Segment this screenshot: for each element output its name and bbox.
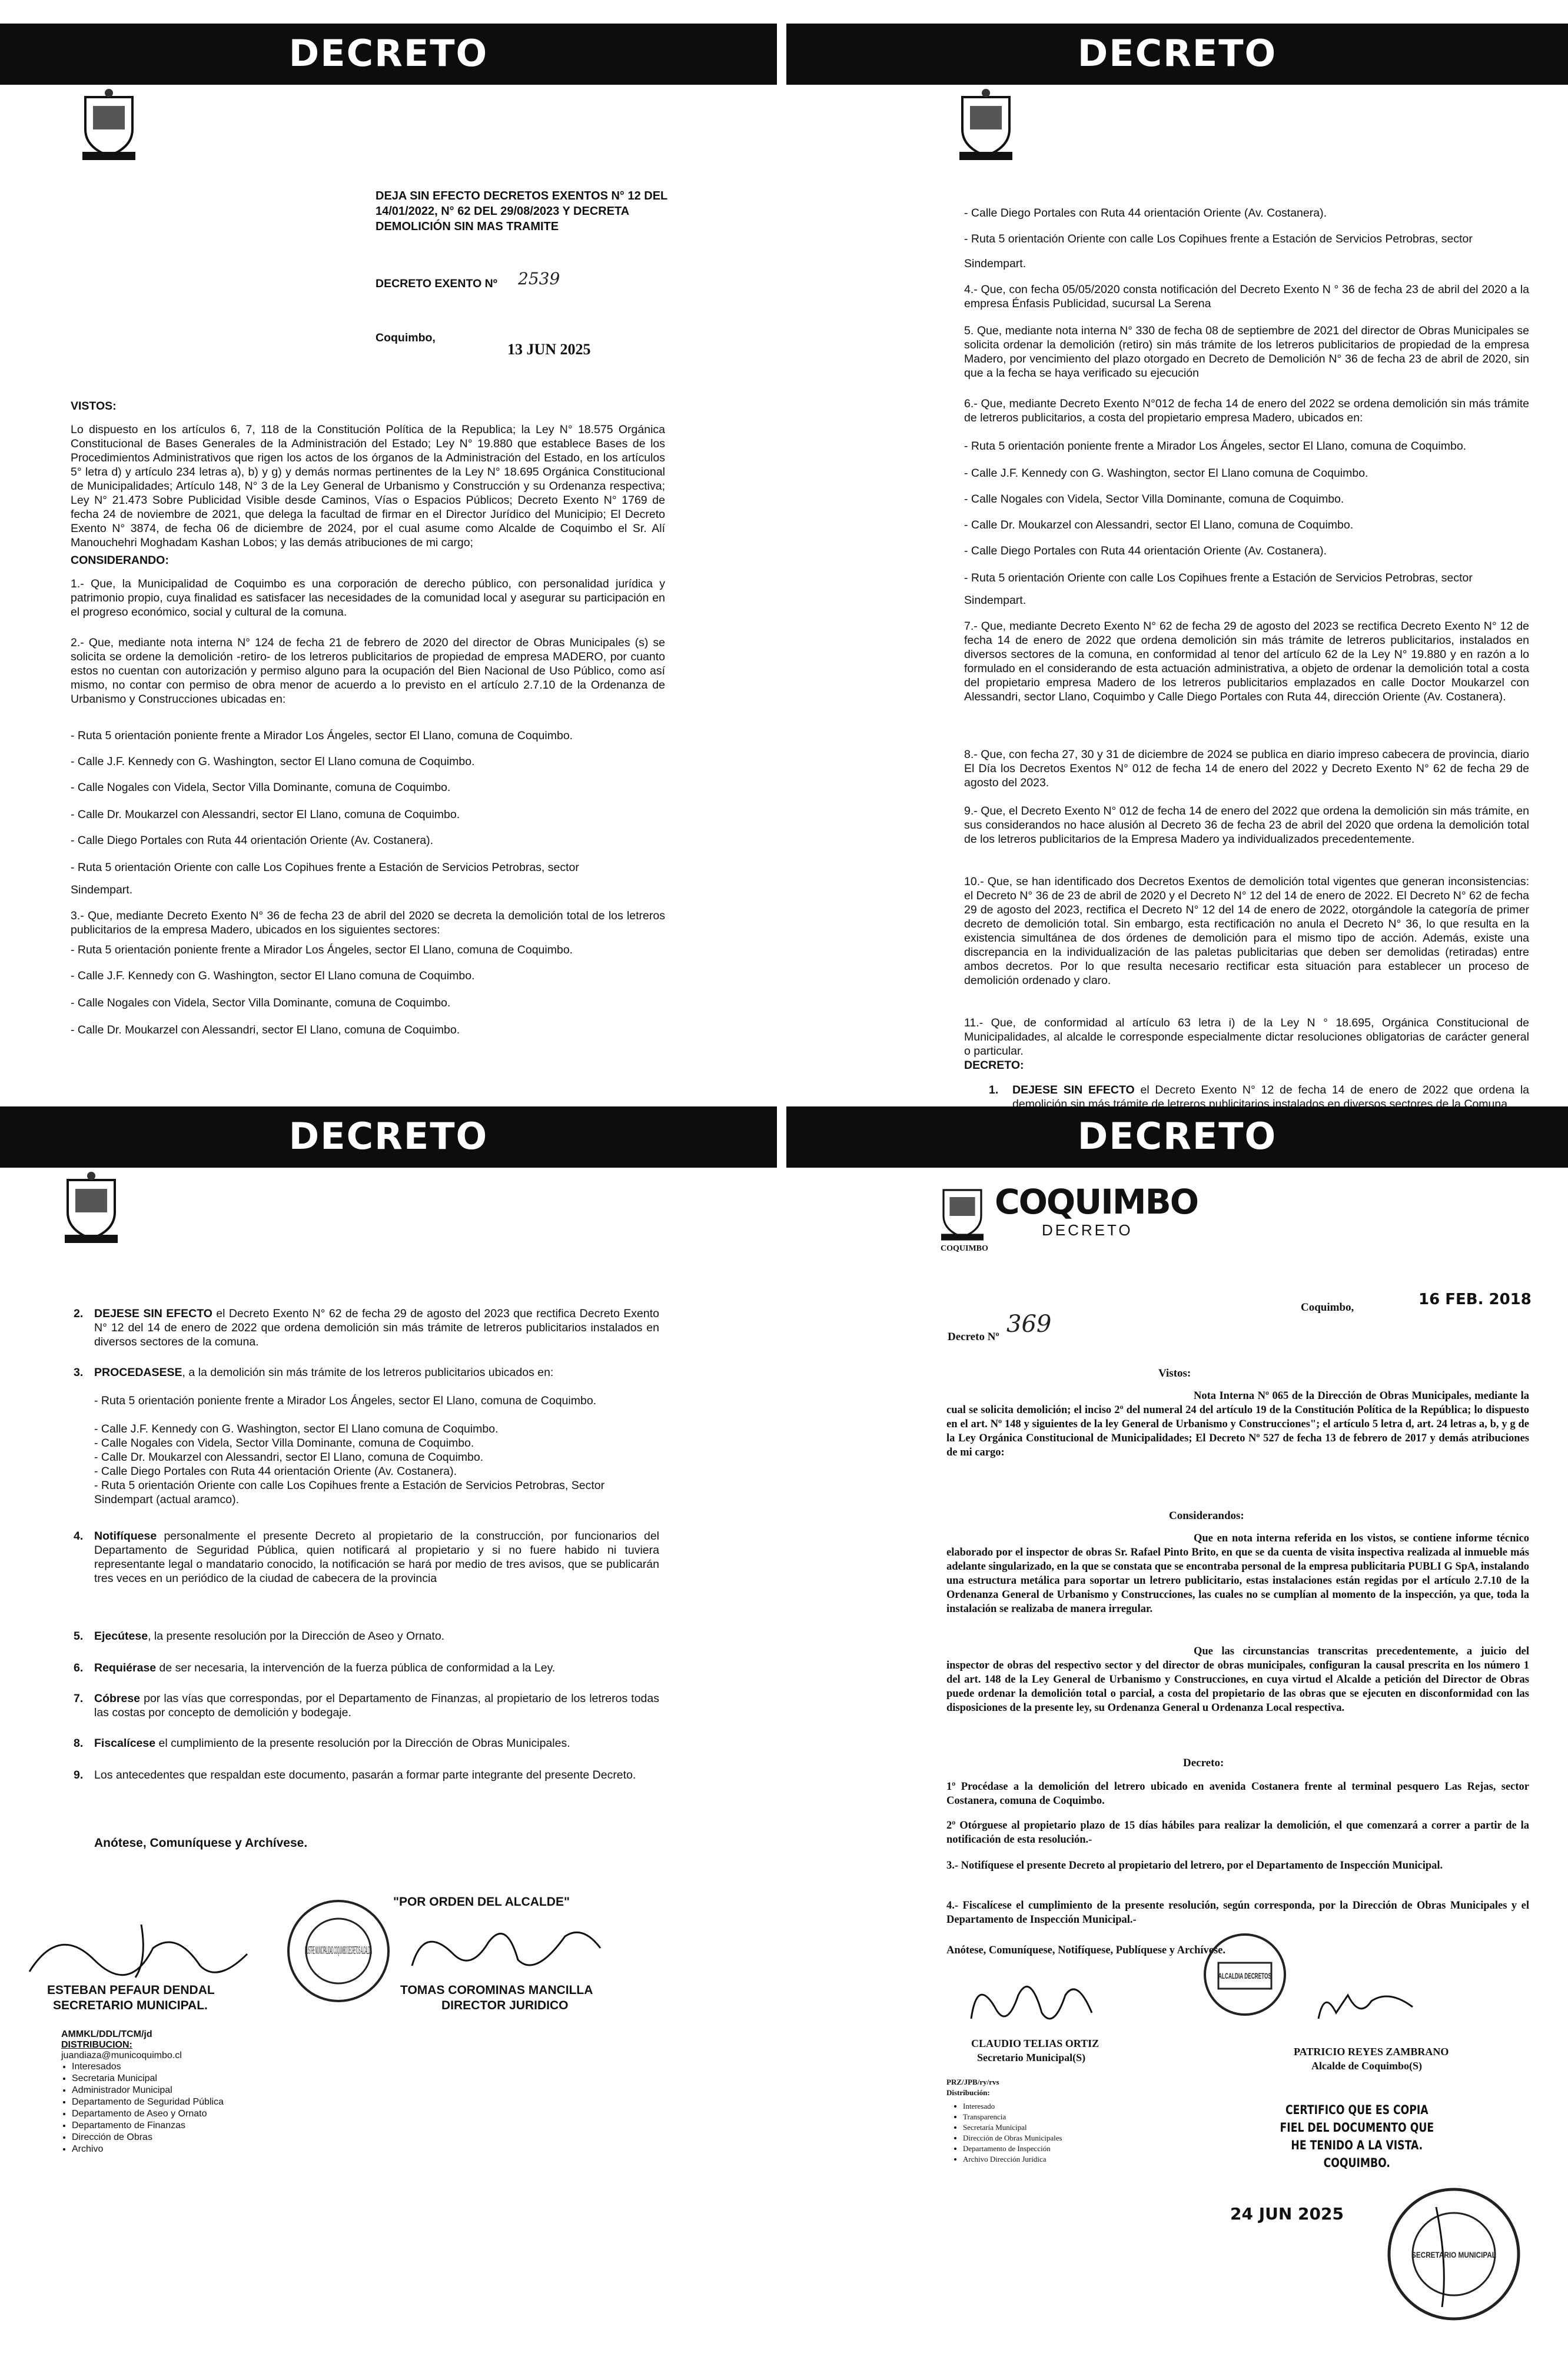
decreto-item-text: el cumplimiento de la presente resolución por la Dirección de Obras Municipales. xyxy=(155,1737,570,1750)
resuelvo-4: 4.- Fiscalícese el cumplimiento de la presente resolución, según corresponda, por la Dirección de Obras Municipales y el Departamento de Inspección Municipal.- xyxy=(946,1900,1529,1926)
decreto-item-verb: Cóbrese xyxy=(94,1692,141,1705)
resuelvo-3: 3.- Notifíquese el presente Decreto al propietario del letrero, por el Departamento de Inspección Municipal. xyxy=(946,1860,1443,1872)
page-2 xyxy=(795,88,1560,1111)
considerando-2: 2.- Que, mediante nota interna N° 124 de fecha 21 de febrero de 2020 del director de Obras Municipales (s) se solicita se ordene la demolición -retiro- de los letreros publicitarios de propiedad de empresa MADERO, por cuanto estos no cuentan con autorización y permiso alguno para la ocupación del Bien Nacional de Uso Público, como así mismo, no contar con permiso de obra menor de acuerdo a lo previsto en el artículo 2.7.10 de la Ordenanza de Urbanismo y Construcciones ubicadas en: xyxy=(71,636,665,706)
decreto-item-text: de ser necesaria, la intervención de la fuerza pública de conformidad a la Ley. xyxy=(156,1661,556,1674)
considerando-1: Que en nota interna referida en los vistos, se contiene informe técnico elaborado por el inspector de obras Sr. Rafael Pinto Brito, en que se da cuenta de visita inspectiva realizada al inmueble más adelante singularizado, en la que se constata que se encontraba personal de la empresa publicitaria PUBLI G SpA, instalando una estructura metálica para soportar un letrero publicitario, estas instalaciones están regidas por el artículo 2.7.10 de la Ordenanza General de Urbanismo y Construcciones, las cuales no se cumplían al momento de la inspección, ya que, toda la instalación se realizaba de manera irregular. xyxy=(946,1533,1529,1615)
coquimbo-crest-icon xyxy=(59,1171,124,1245)
stamp-text: SECRETARIO MUNICIPAL xyxy=(1411,2250,1497,2259)
considerando-10: 10.- Que, se han identificado dos Decretos Exentos de demolición total vigentes que generan inconsistencias: el Decreto N° 36 de 23 de abril de 2020 y el Decreto N° 12 del 14 de enero de 2022. El Decreto N° 62 de fecha 29 de agosto del 2023, rectifica el Decreto N° 12 del 14 de enero de 2022, otorgándole la categoría de primer decreto de demolición total. Sin embargo, esta rectificación no anula el Decreto N° 36, lo que resulta en la existencia simultánea de dos órdenes de demolición para el mismo tipo de acción. Además, existe una discrepancia en la individualización de las paletas publicitarias que deben ser demolidas (retiradas) entre ambos decretos. Por lo que resulta necesario rectificar esta situación para establecer un proceso de demolición ordenado y claro. xyxy=(964,875,1529,987)
distribucion-heading: DISTRIBUCION: xyxy=(61,2040,132,2050)
tab-decreto-3 xyxy=(0,1106,777,1168)
alcaldia-stamp-icon xyxy=(1201,1930,1289,2019)
tab-label: DECRETO xyxy=(288,32,489,75)
list-item: • Interesado xyxy=(963,2101,1062,2112)
list-item: - Calle J.F. Kennedy con G. Washington, sector El Llano comuna de Coquimbo. xyxy=(94,1423,499,1435)
list-item: - Calle Nogales con Videla, Sector Villa Dominante, comuna de Coquimbo. xyxy=(71,781,451,794)
decree-date-stamp: 16 FEB. 2018 xyxy=(1418,1291,1532,1308)
page-3 xyxy=(12,1171,771,2366)
decreto-item-7 xyxy=(94,1691,659,1720)
list-item: - Ruta 5 orientación Oriente con calle Los Copihues frente a Estación de Servicios Petrobras, sector xyxy=(964,571,1473,584)
considerando-6: 6.- Que, mediante Decreto Exento N°012 de fecha 14 de enero del 2022 se ordena demolición sin más trámite de letreros publicitarios, a costa del propietario empresa Madero, ubicados en: xyxy=(964,397,1529,424)
secretario-stamp-icon xyxy=(1383,2183,1524,2325)
place-label: Coquimbo, xyxy=(1301,1301,1354,1314)
decreto-heading: Decreto: xyxy=(1183,1757,1224,1769)
tab-decreto-2 xyxy=(786,24,1568,85)
tab-decreto-1 xyxy=(0,24,777,85)
signature-1-icon xyxy=(965,1972,1101,2036)
list-item: • Departamento de Finanzas xyxy=(72,2120,224,2132)
decreto-item-verb: Ejecútese xyxy=(94,1630,148,1643)
list-item: - Calle Dr. Moukarzel con Alessandri, sector El Llano, comuna de Coquimbo. xyxy=(71,1023,460,1036)
list-item: - Calle Nogales con Videla, Sector Villa Dominante, comuna de Coquimbo. xyxy=(964,493,1344,506)
decreto-item-text: , a la demolición sin más trámite de los letreros publicitarios ubicados en: xyxy=(182,1366,554,1379)
considerando-7: 7.- Que, mediante Decreto Exento N° 62 de fecha 29 de agosto del 2023 se rectifica Decreto Exento N° 12 de fecha 14 de enero de 2022 que ordena demolición sin más trámite de letreros publicitarios, instalados en diversos sectores de la comuna, en conformidad al tenor del artículo 62 de la Ley N° 19.880 y en razón a lo formulado en el considerando de esta actuación administrativa, a objeto de ordenar la demolición total a costa del propietario empresa Madero de los letreros publicitarios emplazados en calle Doctor Moukarzel con Alessandri, sector Llano, Coquimbo y Calle Diego Portales con Ruta 44, dirección Oriente (Av. Costanera). xyxy=(964,620,1529,703)
list-item: • Secretaría Municipal xyxy=(963,2122,1062,2133)
closing-text: Anótese, Comuníquese y Archívese. xyxy=(94,1836,308,1850)
email-text: juandiaza@municoquimbo.cl xyxy=(61,2050,182,2060)
vistos-heading: Vistos: xyxy=(1158,1367,1191,1380)
list-item: - Ruta 5 orientación Oriente con calle Los Copihues frente a Estación de Servicios Petrobras, Sector Sindempart (actual aramco). xyxy=(94,1479,605,1506)
list-item: • Archivo xyxy=(72,2143,224,2155)
coquimbo-crest-icon xyxy=(954,88,1018,162)
list-item: • Dirección de Obras xyxy=(72,2132,224,2143)
list-item: - Calle Nogales con Videla, Sector Villa Dominante, comuna de Coquimbo. xyxy=(71,996,451,1009)
page-4 xyxy=(795,1171,1560,2366)
list-item: - Calle Nogales con Videla, Sector Villa Dominante, comuna de Coquimbo. xyxy=(94,1437,474,1450)
closing-text: Anótese, Comuníquese, Notifíquese, Publíquese y Archívese. xyxy=(946,1945,1225,1956)
tab-decreto-4 xyxy=(786,1106,1568,1168)
decreto-item-text: , la presente resolución por la Dirección de Aseo y Ornato. xyxy=(148,1630,445,1643)
place-label: Coquimbo, xyxy=(376,331,436,344)
list-item: - Calle Dr. Moukarzel con Alessandri, sector El Llano, comuna de Coquimbo. xyxy=(964,519,1354,531)
decreto-item-8 xyxy=(94,1736,659,1750)
certification-text: CERTIFICO QUE ES COPIA FIEL DEL DOCUMENTO QUE HE TENIDO A LA VISTA. COQUIMBO. xyxy=(1280,2103,1434,2170)
considerando-11: 11.- Que, de conformidad al artículo 63 letra i) de la Ley N ° 18.695, Orgánica Constitucional de Municipalidades, al alcalde le corresponde especialmente dictar resoluciones obligatorias de carácter general o particular. xyxy=(964,1016,1529,1058)
vistos-heading: VISTOS: xyxy=(71,400,117,413)
decreto-item-2 xyxy=(94,1307,659,1349)
decreto-item-text: el Decreto Exento N° 62 de fecha 29 de agosto del 2023 que rectifica Decreto Exento N° 12 del 14 de enero de 2022 que ordena demolición sin más trámite de letreros publicitarios instalados en diversos sectores de la comuna. xyxy=(94,1307,659,1348)
list-item: • Dirección de Obras Municipales xyxy=(963,2133,1062,2143)
signer-2-title: DIRECTOR JURIDICO xyxy=(441,1999,569,2012)
reference-initials: AMMKL/DDL/TCM/jd xyxy=(61,2029,152,2039)
decreto-item-verb: PROCEDASESE xyxy=(94,1366,182,1379)
page-1 xyxy=(12,88,771,1101)
logo-subtitle: DECRETO xyxy=(1042,1221,1133,1239)
list-item: - Calle Dr. Moukarzel con Alessandri, sector El Llano, comuna de Coquimbo. xyxy=(71,808,460,821)
signer-1-title: Secretario Municipal(S) xyxy=(977,2052,1086,2063)
list-item: • Archivo Dirección Jurídica xyxy=(963,2154,1062,2165)
distribucion-heading: Distribución: xyxy=(946,2088,990,2097)
list-item: - Calle Dr. Moukarzel con Alessandri, sector El Llano, comuna de Coquimbo. xyxy=(94,1451,484,1464)
tab-label: DECRETO xyxy=(1077,1115,1277,1158)
certification-date: 24 JUN 2025 xyxy=(1230,2204,1344,2224)
signer-2-name: TOMAS COROMINAS MANCILLA xyxy=(400,1983,593,1997)
list-item: • Secretaria Municipal xyxy=(72,2073,224,2085)
signature-2-icon xyxy=(400,1913,612,1983)
considerando-4: 4.- Que, con fecha 05/05/2020 consta notificación del Decreto Exento N ° 36 de fecha 23 de abril del 2020 a la empresa Énfasis Publicidad, sucursal La Serena xyxy=(964,283,1529,310)
decreto-item-verb: DEJESE SIN EFECTO xyxy=(94,1307,212,1320)
considerando-2: Que las circunstancias transcritas precedentemente, a juicio del inspector de obras del respectivo sector y del director de obras municipales, configuran la causal prescrita en los número 1 del art. 148 de la Ley General de Urbanismo y Construcciones, en cuya virtud el Alcalde a petición del Director de Obras puede ordenar la demolición total o parcial, a costa del propietario de las obras que se ejecuten en disconformidad con las disposiciones de la presente ley, su Ordenanza General u Ordenanza Local respectiva. xyxy=(946,1646,1529,1714)
list-item: • Departamento de Inspección xyxy=(963,2143,1062,2154)
considerando-3: 3.- Que, mediante Decreto Exento N° 36 de fecha 23 de abril del 2020 se decreta la demolición total de los letreros publicitarios de la empresa Madero, ubicados en los siguientes sectores: xyxy=(71,909,665,936)
decreto-item-text: por las vías que correspondas, por el Departamento de Finanzas, al propietario de los letreros todas las costas por concepto de demolición y bodegaje. xyxy=(94,1692,659,1719)
resuelvo-2: 2º Otórguese al propietario plazo de 15 días hábiles para realizar la demolición, el que comenzará a correr a partir de la notificación de esta resolución.- xyxy=(946,1820,1529,1846)
decreto-item-1 xyxy=(1012,1083,1529,1111)
stamp-text: ILUSTRE MUNICIPALIDAD COQUIMBO DECRETOS ALCALDIA xyxy=(305,1945,372,1956)
list-item: - Ruta 5 orientación poniente frente a Mirador Los Ángeles, sector El Llano, comuna de Coquimbo. xyxy=(71,943,573,956)
tab-label: DECRETO xyxy=(1077,32,1277,75)
decreto-item-number: 4. xyxy=(74,1530,84,1543)
decreto-heading: DECRETO: xyxy=(964,1059,1024,1072)
decreto-item-number: 8. xyxy=(74,1737,84,1750)
decreto-item-verb: Requiérase xyxy=(94,1661,157,1674)
vistos-text: Lo dispuesto en los artículos 6, 7, 118 de la Constitución Política de la Republica; la Ley N° 18.575 Orgánica Constitucional de Bases Generales de la Administración del Estado; Ley N° 19.880 que establece Bases de los Procedimientos Administrativos que rigen los actos de los órganos de la Administración del Estado, en los artículos 5° letra d) y artículo 234 letras a), b) y g) y demás normas pertinentes de la Ley N° 18.695 Orgánica Constitucional de Municipalidades; Artículo 148, N° 3 de la Ley General de Urbanismo y Construcción y su Ordenanza respectiva; Ley N° 21.473 Sobre Publicidad Visible desde Caminos, Vías o Espacios Públicos; Decreto Exento N° 1769 de fecha 24 de noviembre de 2021, que delega la facultad de firmar en el Director Jurídico del Municipio; El Decreto Exento N° 3874, de fecha 06 de diciembre de 2024, por el cual asume como Alcalde de Coquimbo el Sr. Alí Manouchehri Moghadam Kashan Lobos; y las demás atribuciones de mi cargo; xyxy=(71,423,665,549)
signer-1-title: SECRETARIO MUNICIPAL. xyxy=(53,1999,208,2012)
decreto-item-number: 9. xyxy=(74,1769,84,1782)
list-item: • Departamento de Seguridad Pública xyxy=(72,2096,224,2108)
decreto-item-number: 7. xyxy=(74,1692,84,1705)
decreto-item-5 xyxy=(94,1629,659,1643)
decreto-item-number: 2. xyxy=(74,1307,84,1320)
signature-1-icon xyxy=(24,1913,271,1989)
signer-2-name: PATRICIO REYES ZAMBRANO xyxy=(1294,2046,1449,2058)
coquimbo-crest-icon xyxy=(77,88,141,162)
decreto-item-6 xyxy=(94,1661,659,1675)
logo-wordmark: COQUIMBO xyxy=(995,1182,1198,1222)
decree-date-stamp: 13 JUN 2025 xyxy=(507,341,591,358)
list-item: - Calle J.F. Kennedy con G. Washington, sector El Llano comuna de Coquimbo. xyxy=(71,969,475,982)
considerando-9: 9.- Que, el Decreto Exento N° 012 de fecha 14 de enero del 2022 que ordena la demolición sin más trámite, en sus considerandos no hace alusión al Decreto 36 de fecha 23 de abril del 2020 que ordena la demolición total de los letreros publicitarios de la Empresa Madero ya individualizados precedentemente. xyxy=(964,805,1529,846)
decreto-item-4 xyxy=(94,1529,659,1586)
signature-2-icon xyxy=(1313,1983,1418,2030)
coquimbo-crest-icon xyxy=(936,1183,989,1242)
decreto-item-text: el Decreto Exento N° 12 de fecha 14 de enero de 2022 que ordena la demolición sin más trámite de letreros publicitarios instalados en diversos sectores de la Comuna. xyxy=(1012,1084,1529,1111)
list-item: • Administrador Municipal xyxy=(72,2085,224,2096)
list-item: - Calle J.F. Kennedy con G. Washington, sector El Llano comuna de Coquimbo. xyxy=(71,755,475,768)
decreto-item-number: 3. xyxy=(74,1366,84,1379)
list-item: - Calle Diego Portales con Ruta 44 orientación Oriente (Av. Costanera). xyxy=(94,1465,457,1478)
considerandos-heading: Considerandos: xyxy=(1169,1510,1244,1522)
list-item: - Ruta 5 orientación poniente frente a Mirador Los Ángeles, sector El Llano, comuna de Coquimbo. xyxy=(94,1394,597,1407)
list-item: Sindempart. xyxy=(964,257,1026,270)
decree-number: 2539 xyxy=(518,269,560,288)
list-item: - Calle Diego Portales con Ruta 44 orientación Oriente (Av. Costanera). xyxy=(964,544,1327,557)
decree-number-label: DECRETO EXENTO Nº xyxy=(376,277,497,290)
signer-1-name: ESTEBAN PEFAUR DENDAL xyxy=(47,1983,215,1997)
list-item: - Calle Diego Portales con Ruta 44 orientación Oriente (Av. Costanera). xyxy=(964,207,1327,220)
decreto-item-9: Los antecedentes que respaldan este documento, pasarán a formar parte integrante del presente Decreto. xyxy=(94,1769,636,1782)
considerando-8: 8.- Que, con fecha 27, 30 y 31 de diciembre de 2024 se publica en diario impreso cabecera de provincia, diario El Día los Decretos Exentos N° 012 de fecha 14 de enero del 2022 y Decreto Exento N° 62 de fecha 29 de agosto del 2023. xyxy=(964,748,1529,789)
decreto-item-3 xyxy=(94,1365,659,1380)
list-item: • Transparencia xyxy=(963,2112,1062,2122)
por-orden-label: "POR ORDEN DEL ALCALDE" xyxy=(393,1895,570,1909)
list-item: Sindempart. xyxy=(71,883,133,896)
decree-number: 369 xyxy=(1006,1311,1052,1338)
decreto-item-verb: Notifíquese xyxy=(94,1530,157,1543)
vistos-text: Nota Interna Nº 065 de la Dirección de Obras Municipales, mediante la cual se solicita demolición; el inciso 2º del numeral 24 del artículo 19 de la Constitución Política de la República; lo dispuesto en el art. Nº 148 y siguientes de la ley General de Urbanismo y Construcciones"; el artículo 5 letra d, art. 24 letras a, b, y g de la Ley Orgánica Constitucional de Municipalidades; El Decreto Nº 527 de fecha 13 de febrero de 2017 y demás atribuciones de mi cargo: xyxy=(946,1390,1529,1458)
decreto-item-number: 6. xyxy=(74,1661,84,1674)
tab-label: DECRETO xyxy=(288,1115,489,1158)
decreto-item-verb: DEJESE SIN EFECTO xyxy=(1012,1084,1135,1096)
stamp-text: ALCALDIA DECRETOS xyxy=(1218,1971,1271,1980)
list-item: - Ruta 5 orientación Oriente con calle Los Copihues frente a Estación de Servicios Petrobras, sector xyxy=(964,232,1473,245)
signer-2-title: Alcalde de Coquimbo(S) xyxy=(1311,2060,1423,2072)
list-item: - Ruta 5 orientación poniente frente a Mirador Los Ángeles, sector El Llano, comuna de Coquimbo. xyxy=(964,440,1467,453)
distribucion-list xyxy=(952,2101,1062,2165)
distribucion-list xyxy=(61,2061,224,2155)
crest-label: COQUIMBO xyxy=(941,1244,988,1253)
list-item: Sindempart. xyxy=(964,594,1026,607)
list-item: - Ruta 5 orientación poniente frente a Mirador Los Ángeles, sector El Llano, comuna de Coquimbo. xyxy=(71,729,573,742)
alcaldia-stamp-icon xyxy=(283,1895,394,2007)
decreto-item-number: 5. xyxy=(74,1630,84,1643)
list-item: - Ruta 5 orientación Oriente con calle Los Copihues frente a Estación de Servicios Petrobras, sector xyxy=(71,861,579,874)
decree-number-label: Decreto Nº xyxy=(948,1331,999,1343)
decreto-item-verb: Fiscalícese xyxy=(94,1737,156,1750)
resuelvo-1: 1º Procédase a la demolición del letrero ubicado en avenida Costanera frente al terminal pesquero Las Rejas, sector Costanera, comuna de Coquimbo. xyxy=(946,1781,1529,1807)
considerando-heading: CONSIDERANDO: xyxy=(71,554,169,567)
list-item: - Calle J.F. Kennedy con G. Washington, sector El Llano comuna de Coquimbo. xyxy=(964,467,1368,480)
decree-title: DEJA SIN EFECTO DECRETOS EXENTOS N° 12 DEL 14/01/2022, N° 62 DEL 29/08/2023 Y DECRETA DEMOLICIÓN SIN MAS TRAMITE xyxy=(376,190,667,233)
considerando-1: 1.- Que, la Municipalidad de Coquimbo es una corporación de derecho público, con personalidad jurídica y patrimonio propio, cuya finalidad es satisfacer las necesidades de la comunidad local y asegurar su participación en el progreso económico, social y cultural de la comuna. xyxy=(71,577,665,619)
reference-initials: PRZ/JPB/ry/rvs xyxy=(946,2078,999,2086)
decreto-item-number: 1. xyxy=(989,1084,999,1096)
list-item: • Interesados xyxy=(72,2061,224,2073)
decreto-item-text: personalmente el presente Decreto al propietario de la construcción, por funcionarios del Departamento de Seguridad Pública, quien notificará al propietario y si no fuere habido ni tuviera representante legal o mandatario conocido, la notificación se hará por medio de tres avisos, que se publicarán tres veces en un periódico de la ciudad de cabecera de la provincia xyxy=(94,1530,659,1585)
list-item: - Calle Diego Portales con Ruta 44 orientación Oriente (Av. Costanera). xyxy=(71,834,434,847)
signer-1-name: CLAUDIO TELIAS ORTIZ xyxy=(971,2038,1099,2049)
list-item: • Departamento de Aseo y Ornato xyxy=(72,2108,224,2120)
considerando-5: 5. Que, mediante nota interna N° 330 de fecha 08 de septiembre de 2021 del director de Obras Municipales se solicita ordenar la demolición (retiro) sin más trámite de los letreros publicitarios de propiedad de la empresa Madero, por vencimiento del plazo otorgado en Decreto de Demolición N° 36 de fecha 23 de abril de 2020, sin que a la fecha se haya verificado su ejecución xyxy=(964,324,1529,380)
